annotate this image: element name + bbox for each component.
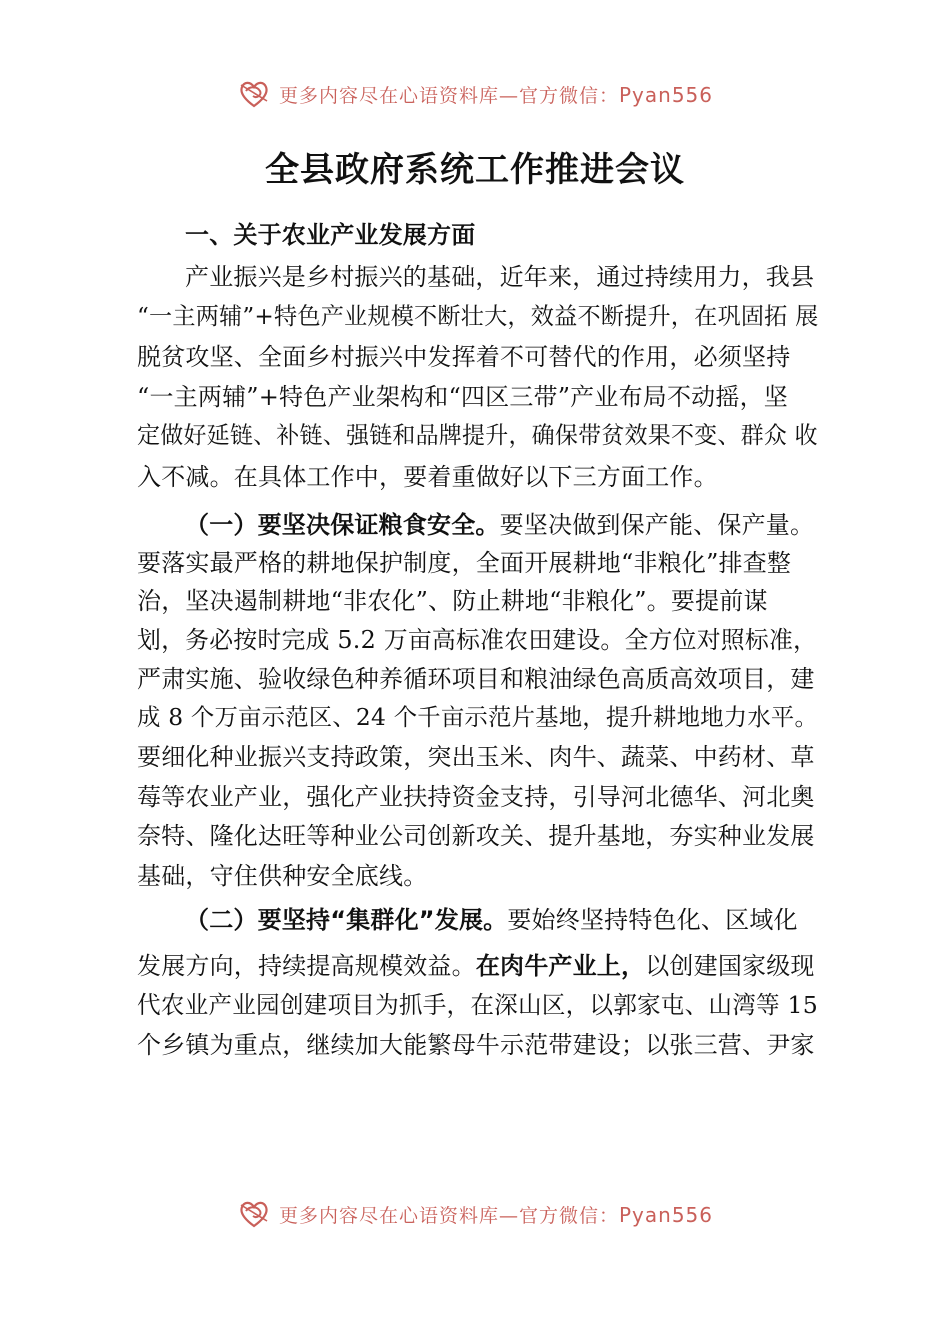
paragraph-line: 产业振兴是乡村振兴的基础，近年来，通过持续用力，我县 xyxy=(185,263,815,291)
paragraph-line: 基础，守住供种安全底线。 xyxy=(137,862,428,890)
paragraph-line: 入不减。在具体工作中，要着重做好以下三方面工作。 xyxy=(137,463,718,491)
watermark-header xyxy=(0,74,950,114)
paragraph-text: 发展方向，持续提高规模效益。 xyxy=(137,952,476,980)
paragraph-line: “一主两辅”+特色产业规模不断壮大，效益不断提升，在巩固拓 展 xyxy=(137,304,819,330)
subsection-2-first-line xyxy=(185,900,798,935)
heart-swirl-icon xyxy=(237,77,271,111)
paragraph-line: 要落实最严格的耕地保护制度，全面开展耕地“非粮化”排查整 xyxy=(137,549,792,577)
watermark-wechat-id: Pyan556 xyxy=(619,82,714,107)
subsection-1-text: 要坚决做到保产能、保产量。 xyxy=(499,511,815,539)
subsection-1-first-line xyxy=(185,505,814,540)
subsection-2-heading: （二）要坚持“集群化”发展。 xyxy=(185,906,508,934)
paragraph-line: 要细化种业振兴支持政策，突出玉米、肉牛、蔬菜、中药材、草 xyxy=(137,743,815,771)
watermark-footer xyxy=(0,1194,950,1234)
subsection-2-second-line xyxy=(137,946,815,981)
watermark-text: 更多内容尽在心语资料库—官方微信： xyxy=(278,1204,619,1227)
paragraph-line: “一主两辅”+特色产业架构和“四区三带”产业布局不动摇，坚 xyxy=(137,383,788,411)
subsection-1-heading: （一）要坚决保证粮食安全。 xyxy=(185,511,500,539)
heart-swirl-icon xyxy=(237,1197,271,1231)
paragraph-line: 奈特、隆化达旺等种业公司创新攻关、提升基地，夯实种业发展 xyxy=(137,822,815,850)
paragraph-line: 莓等农业产业，强化产业扶持资金支持，引导河北德华、河北奥 xyxy=(137,783,815,811)
paragraph-line: 严肃实施、验收绿色种养循环项目和粮油绿色高质高效项目，建 xyxy=(137,665,815,693)
paragraph-line: 治，坚决遏制耕地“非农化”、防止耕地“非粮化”。要提前谋 xyxy=(137,587,768,615)
paragraph-text: 以创建国家级现 xyxy=(645,952,815,980)
paragraph-line: 划，务必按时完成 5.2 万亩高标准农田建设。全方位对照标准， xyxy=(137,626,818,654)
beef-industry-heading: 在肉牛产业上， xyxy=(475,952,646,980)
paragraph-line: 脱贫攻坚、全面乡村振兴中发挥着不可替代的作用，必须坚持 xyxy=(137,343,791,371)
paragraph-line: 个乡镇为重点，继续加大能繁母牛示范带建设；以张三营、尹家 xyxy=(137,1031,815,1059)
paragraph-line: 代农业产业园创建项目为抓手，在深山区，以郭家屯、山湾等 15 xyxy=(137,991,819,1019)
watermark-wechat-id: Pyan556 xyxy=(619,1202,714,1227)
watermark-text: 更多内容尽在心语资料库—官方微信： xyxy=(278,84,619,107)
page-title: 全县政府系统工作推进会议 xyxy=(265,150,685,190)
paragraph-line: 定做好延链、补链、强链和品牌提升，确保带贫效果不变、群众 收 xyxy=(137,423,818,449)
subsection-2-text: 要始终坚持特色化、区域化 xyxy=(507,906,798,934)
section-heading: 一、关于农业产业发展方面 xyxy=(185,221,476,249)
paragraph-line: 成 8 个万亩示范区、24 个千亩示范片基地，提升耕地地力水平。 xyxy=(137,703,819,731)
